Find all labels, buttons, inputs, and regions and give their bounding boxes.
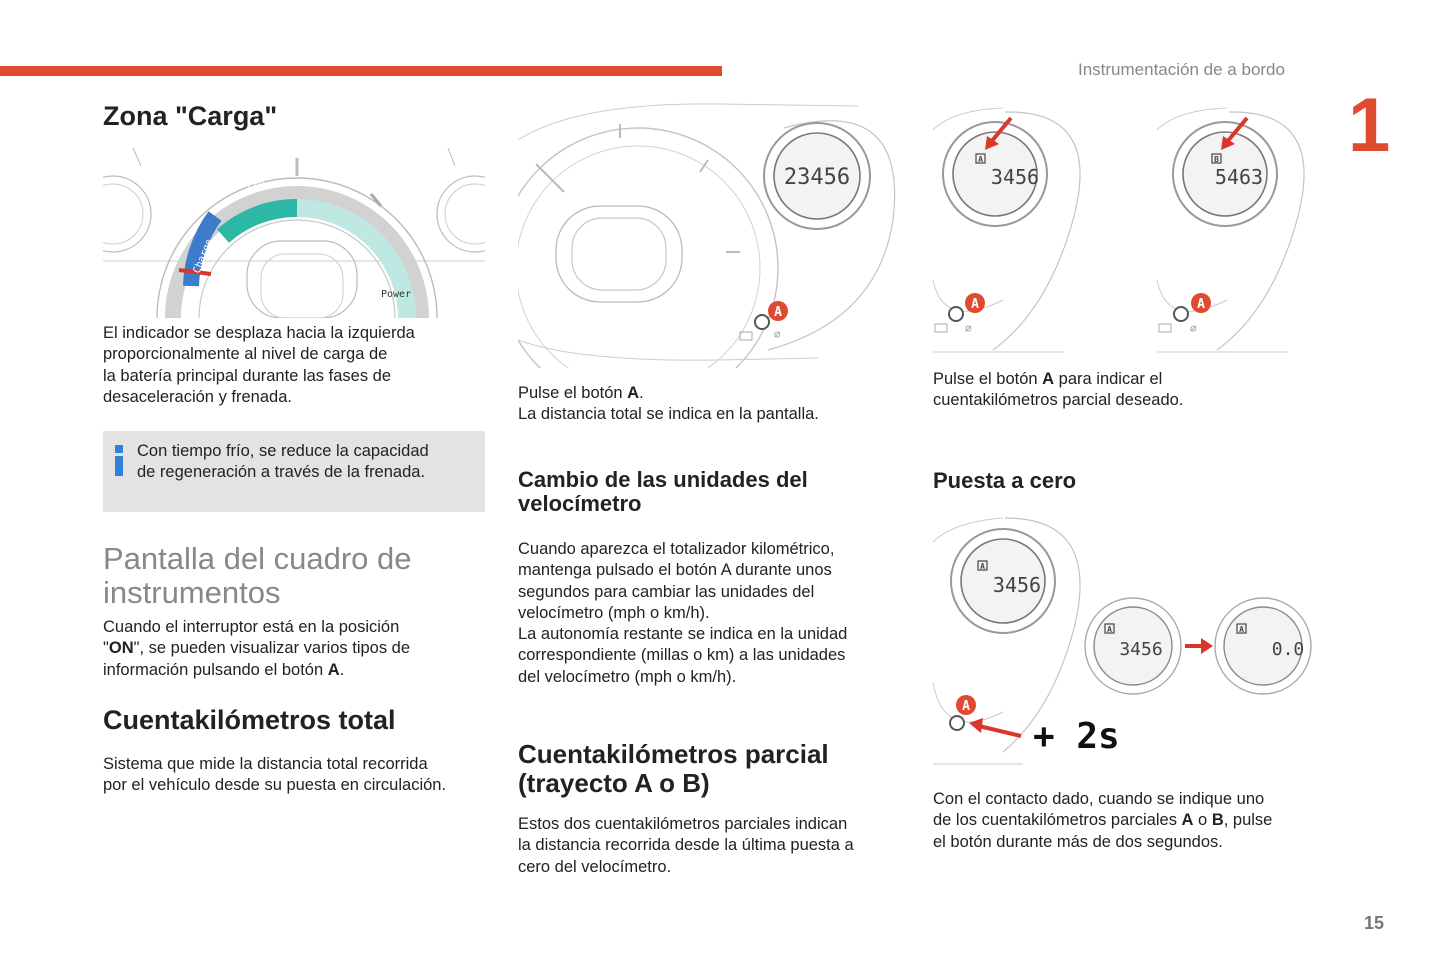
svg-text:B: B xyxy=(1214,155,1219,164)
arrow-right-icon xyxy=(1201,638,1213,654)
parcial-title: Cuentakilómetros parcial (trayecto A o B) xyxy=(518,739,829,798)
pulse-total-text: Pulse el botón A. La distancia total se indica en la pantalla. xyxy=(518,384,819,424)
svg-text:A: A xyxy=(971,297,979,312)
section-header: Instrumentación de a bordo xyxy=(1078,60,1285,79)
trip-b-display: 5463 xyxy=(1214,165,1264,189)
reset-before-display: 3456 xyxy=(1119,639,1163,660)
svg-text:A: A xyxy=(980,562,985,571)
reset-text: Con el contacto dado, cuando se indique uno de los cuentakilómetros parciales A o B, pulse el botón durante más de dos segundos. xyxy=(933,790,1273,851)
svg-text:A: A xyxy=(774,305,782,320)
pantalla-text: Cuando el interruptor está en la posición "ON", se pueden visualizar varios tipos de información pulsando el botón A. xyxy=(103,618,411,679)
instrument-cluster-illustration xyxy=(518,100,898,368)
svg-text:A: A xyxy=(1239,625,1244,634)
charge-gauge-illustration xyxy=(103,146,485,318)
button-a xyxy=(755,315,769,329)
reset-after-display: 0.0 xyxy=(1271,639,1305,660)
total-text: Sistema que mide la distancia total recorrida por el vehículo desde su puesta en circulación. xyxy=(103,755,447,795)
info-icon xyxy=(113,445,125,479)
svg-text:⌀: ⌀ xyxy=(774,328,781,341)
cambio-text: Cuando aparezca el totalizador kilométrico, mantenga pulsado el botón A durante unos segundos para cambiar las unidades del velocímetro (mph o km/h). La autonomía restante se indica en la unidad correspondiente (millas o km) a las unidades del velocímetro (mph o km/h). xyxy=(518,540,848,686)
chapter-number: 1 xyxy=(1348,83,1391,168)
press-arrow-icon xyxy=(979,726,1021,736)
eco-label: Eco xyxy=(246,177,267,195)
pulse-trip-text: Pulse el botón A para indicar el cuentakilómetros parcial deseado. xyxy=(933,370,1184,410)
zona-carga-title: Zona "Carga" xyxy=(103,101,278,131)
svg-text:A: A xyxy=(1197,297,1205,312)
trip-a-illustration xyxy=(933,100,1083,356)
reset-main-display: 3456 xyxy=(992,573,1042,597)
header-accent-bar xyxy=(0,66,722,76)
svg-text:A: A xyxy=(1107,625,1112,634)
svg-text:A: A xyxy=(978,155,983,164)
power-label: Power xyxy=(381,289,412,300)
charge-label: Charge xyxy=(191,237,216,276)
svg-text:⌀: ⌀ xyxy=(965,322,972,335)
total-odometer-display: 23456 xyxy=(783,165,851,190)
parcial-text: Estos dos cuentakilómetros parciales indican la distancia recorrida desde la última puesta a cero del velocímetro. xyxy=(518,815,854,876)
zona-carga-text: El indicador se desplaza hacia la izquierda proporcionalmente al nivel de carga de la batería principal durante las fases de desaceleración y frenada. xyxy=(103,324,415,406)
svg-text:A: A xyxy=(962,699,970,714)
trip-b-illustration xyxy=(1157,100,1307,356)
reset-title: Puesta a cero xyxy=(933,468,1077,493)
info-note-text: Con tiempo frío, se reduce la capacidad de regeneración a través de la frenada. xyxy=(137,442,429,482)
svg-text:⌀: ⌀ xyxy=(1190,322,1197,335)
reset-illustration xyxy=(933,512,1317,770)
trip-a-display: 3456 xyxy=(990,165,1040,189)
hold-duration-label: + 2s xyxy=(1033,716,1120,757)
cambio-title: Cambio de las unidades del velocímetro xyxy=(518,467,808,516)
pantalla-title: Pantalla del cuadro de instrumentos xyxy=(103,541,412,610)
info-note xyxy=(103,431,485,512)
page-number: 15 xyxy=(1364,913,1385,933)
total-title: Cuentakilómetros total xyxy=(103,705,396,735)
